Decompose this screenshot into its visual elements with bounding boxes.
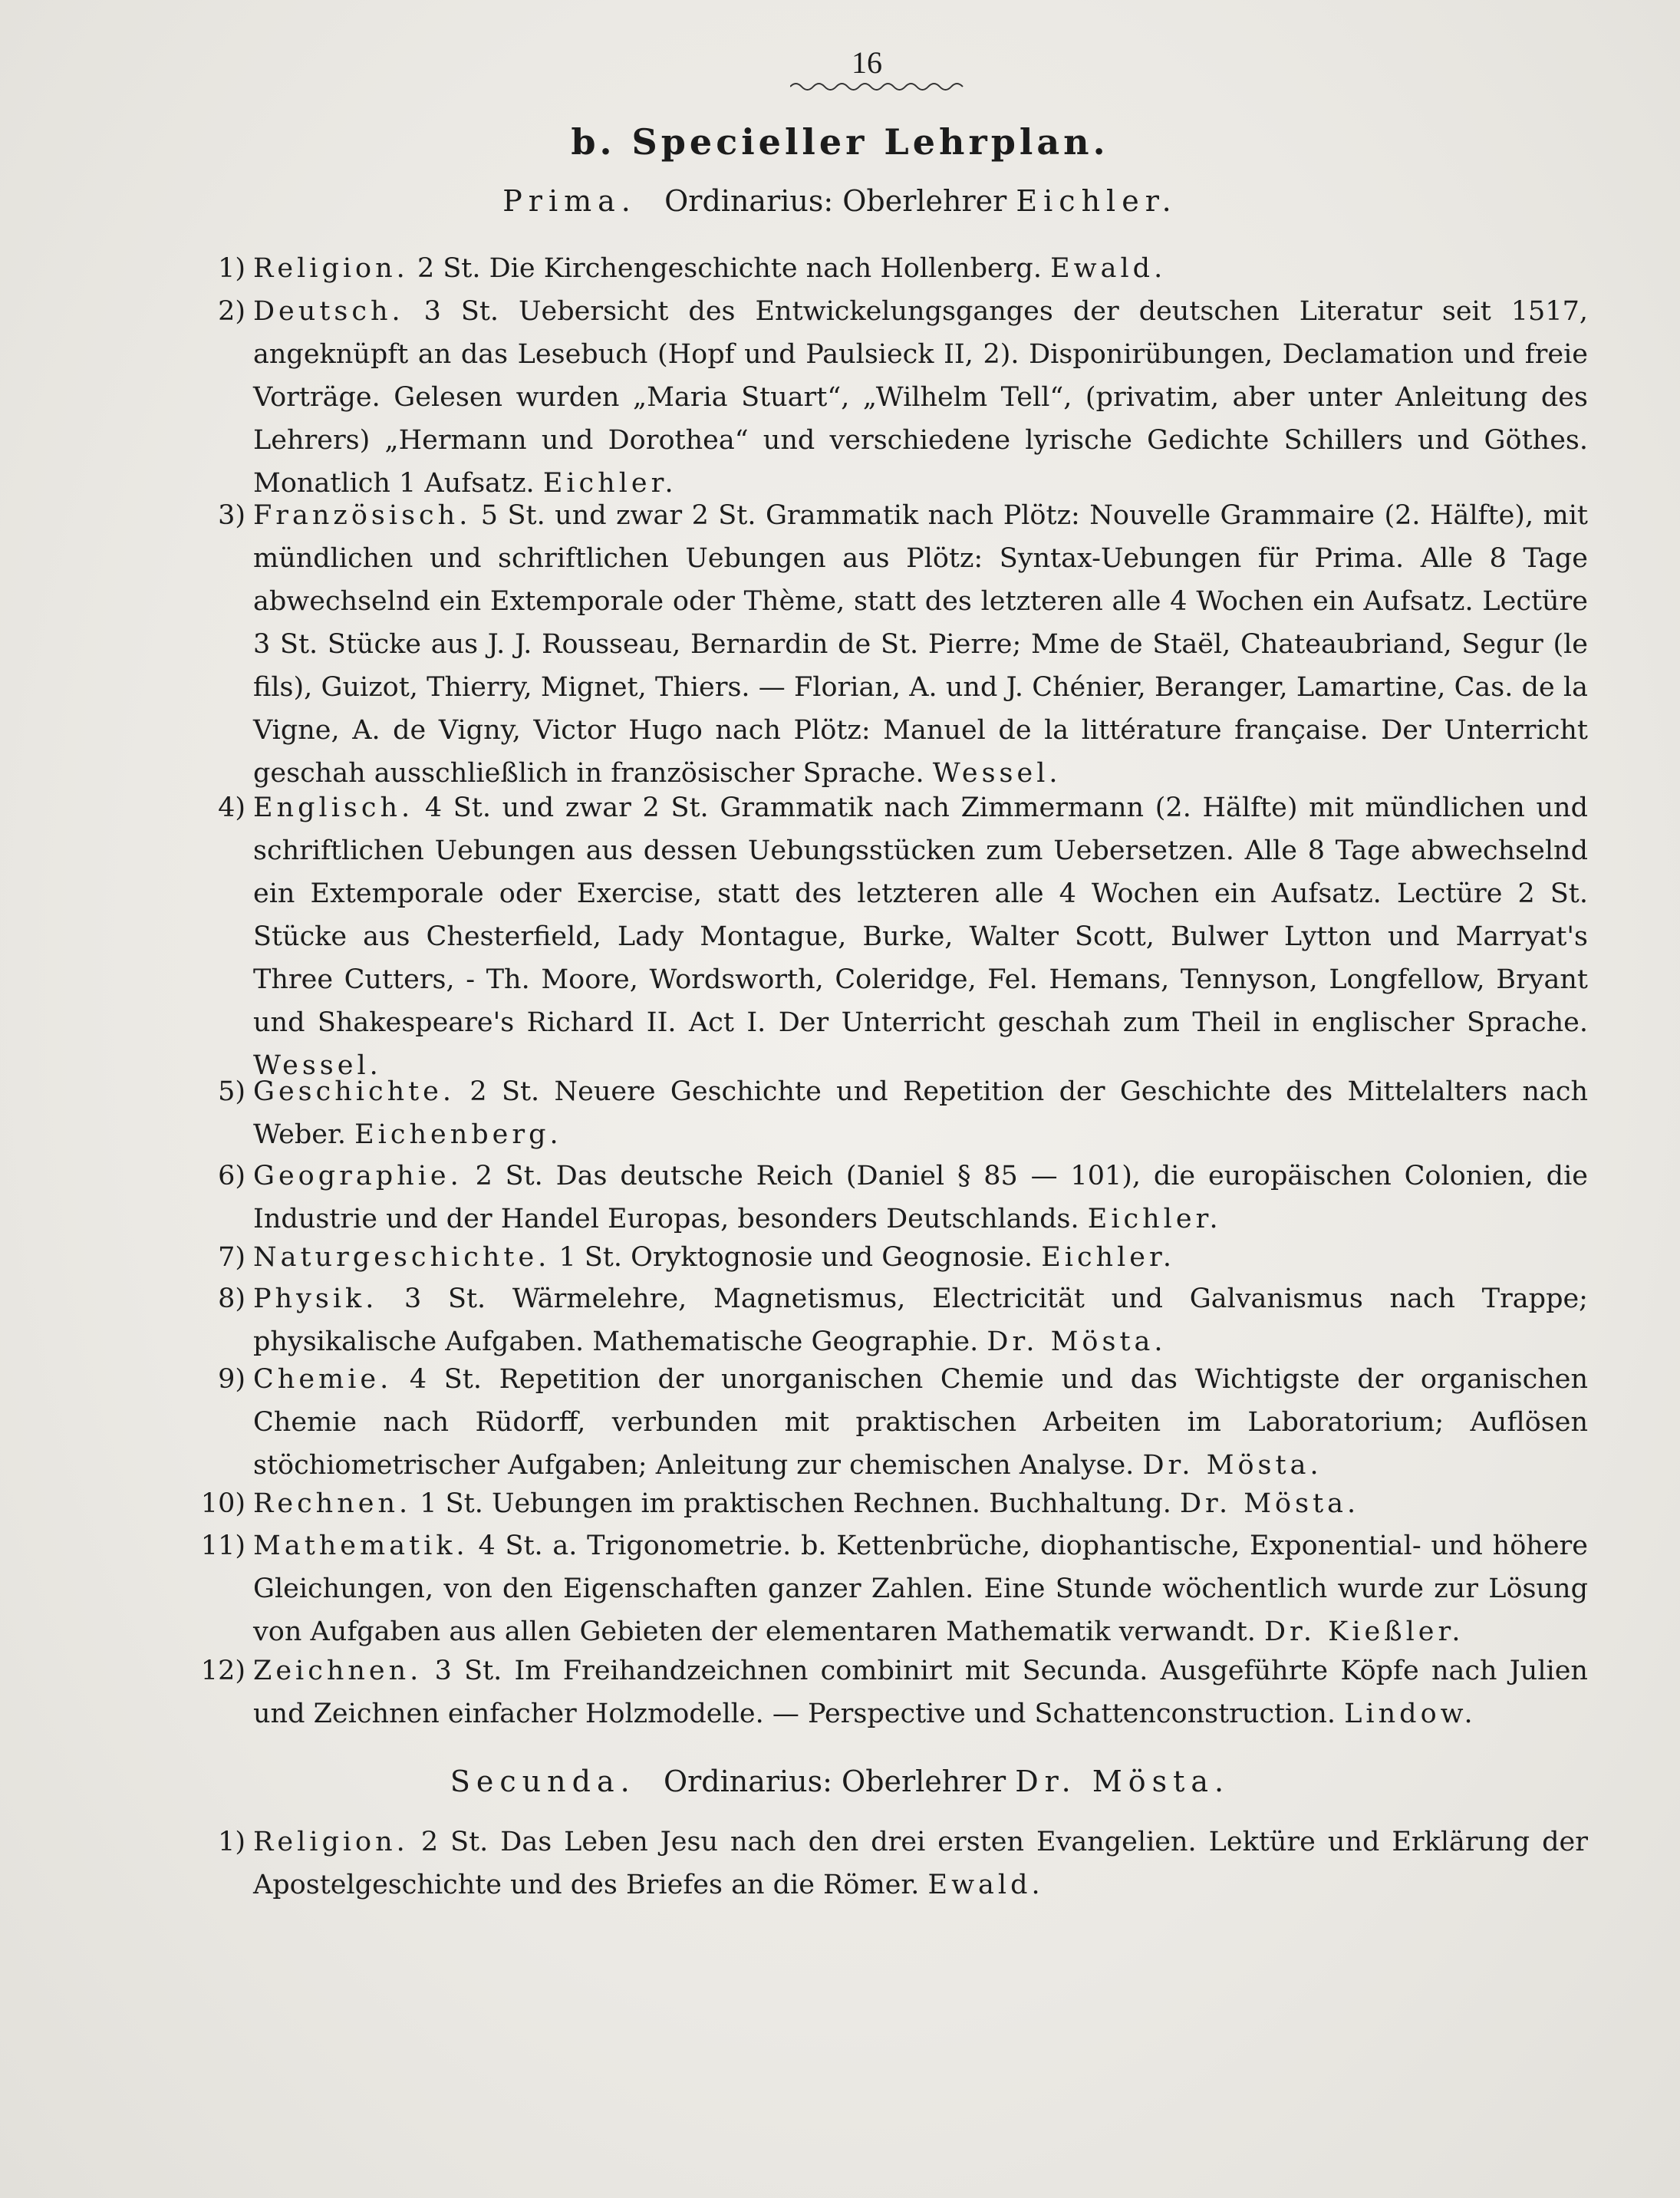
- item-subject: Zeichnen.: [253, 1656, 423, 1686]
- item-text: 3 St. Uebersicht des Entwickelungsganges der deutschen Literatur seit 1517, angeknüpft an das Lesebuch (Hopf und Paulsieck II, 2). Disponirübungen, Declamation und freie Vorträge. Gelesen wurden „Maria Stuart“, „Wilhelm Tell“, (privatim, aber unter Anleitung des Lehrers) „Hermann und Dorothea“ und verschiedene lyrische Gedichte Schillers und Göthes. Monatlich 1 Aufsatz.: [253, 296, 1588, 499]
- item-subject: Naturgeschichte.: [253, 1242, 551, 1273]
- item-teacher: Dr. Kießler.: [1263, 1616, 1464, 1647]
- secunda-heading: [0, 1765, 1680, 1798]
- item-subject: Chemie.: [253, 1364, 393, 1395]
- item-number: 1): [218, 253, 245, 284]
- item-text: 4 St. a. Trigonometrie. b. Kettenbrüche, diophantische, Exponential- und höhere Gleichungen, von den Eigenschaften ganzer Zahlen. Eine Stunde wöchentlich wurde zur Lösung von Aufgaben aus allen Gebieten der elementaren Mathematik verwandt.: [253, 1531, 1588, 1647]
- item-number: 1): [218, 1827, 245, 1857]
- item-text: 2 St. Das deutsche Reich (Daniel § 85 — 101), die europäischen Colonien, die Industrie und der Handel Europas, besonders Deutschlands.: [253, 1161, 1588, 1234]
- ordinarius-label: Ordinarius: Oberlehrer: [663, 1765, 1006, 1798]
- item-teacher: Dr. Mösta.: [1142, 1450, 1323, 1481]
- item-teacher: Wessel.: [932, 758, 1062, 789]
- item-text: 2 St. Neuere Geschichte und Repetition der Geschichte des Mittelalters nach Weber.: [253, 1076, 1588, 1150]
- list-item: [218, 290, 1588, 505]
- item-text: 1 St. Uebungen im praktischen Rechnen. Buchhaltung.: [420, 1488, 1171, 1519]
- page-number: 16: [852, 45, 882, 80]
- list-item: [218, 1236, 1588, 1279]
- list-item: [218, 1155, 1588, 1241]
- item-teacher: Ewald.: [927, 1870, 1044, 1900]
- list-item: [218, 1358, 1588, 1487]
- prima-heading: [0, 184, 1680, 218]
- item-teacher: Ewald.: [1050, 253, 1167, 284]
- ordinarius-label: Ordinarius: Oberlehrer: [664, 184, 1007, 218]
- list-item: [218, 1277, 1588, 1363]
- item-subject: Deutsch.: [253, 296, 404, 327]
- item-number: 10): [200, 1488, 245, 1519]
- item-teacher: Dr. Mösta.: [1180, 1488, 1360, 1519]
- list-item: [218, 1070, 1588, 1156]
- item-subject: Geographie.: [253, 1161, 463, 1191]
- list-item: [218, 1821, 1588, 1906]
- item-text: 4 St. Repetition der unorganischen Chemie und das Wichtigste der organischen Chemie nach Rüdorff, verbunden mit praktischen Arbeiten im Laboratorium; Auflösen stöchiometrischer Aufgaben; Anleitung zur chemischen Analyse.: [253, 1364, 1588, 1481]
- class-name: Secunda.: [450, 1765, 636, 1798]
- item-number: 2): [218, 296, 245, 327]
- item-text: 1 St. Oryktognosie und Geognosie.: [558, 1242, 1033, 1273]
- item-teacher: Eichler.: [1087, 1204, 1222, 1234]
- item-subject: Englisch.: [253, 793, 414, 823]
- item-subject: Religion.: [253, 1827, 409, 1857]
- list-item: [218, 247, 1588, 290]
- item-number: 6): [218, 1161, 245, 1191]
- item-text: 5 St. und zwar 2 St. Grammatik nach Plötz: Nouvelle Grammaire (2. Hälfte), mit mündlichen und schriftlichen Uebungen aus Plötz: Syntax-Uebungen für Prima. Alle 8 Tage abwechselnd ein Extemporale oder Thème, statt des letzteren alle 4 Wochen ein Aufsatz. Lectüre 3 St. Stücke aus J. J. Rousseau, Bernardin de St. Pierre; Mme de Staël, Chateaubriand, Segur (le fils), Guizot, Thierry, Mignet, Thiers. — Florian, A. und J. Chénier, Beranger, Lamartine, Cas. de la Vigne, A. de Vigny, Victor Hugo nach Plötz: Manuel de la littérature française. Der Unterricht geschah ausschließlich in französischer Sprache.: [253, 500, 1588, 789]
- item-subject: Religion.: [253, 253, 409, 284]
- item-number: 5): [218, 1076, 245, 1107]
- class-teacher: Dr. Mösta.: [1015, 1765, 1230, 1798]
- class-name: Prima.: [502, 184, 637, 218]
- item-teacher: Eichler.: [542, 468, 677, 499]
- item-subject: Physik.: [253, 1284, 378, 1314]
- item-subject: Mathematik.: [253, 1531, 469, 1561]
- item-teacher: Eichler.: [1041, 1242, 1176, 1273]
- item-number: 3): [218, 500, 245, 531]
- item-number: 11): [200, 1531, 245, 1561]
- list-item: [218, 786, 1588, 1087]
- list-item: [200, 1524, 1588, 1653]
- item-text: 4 St. und zwar 2 St. Grammatik nach Zimmermann (2. Hälfte) mit mündlichen und schriftlichen Uebungen aus dessen Uebungsstücken zum Uebersetzen. Alle 8 Tage abwechselnd ein Extemporale oder Exercise, statt des letzteren alle 4 Wochen ein Aufsatz. Lectüre 2 St. Stücke aus Chesterfield, Lady Montague, Burke, Walter Scott, Bulwer Lytton und Marryat's Three Cutters, - Th. Moore, Wordsworth, Coleridge, Fel. Hemans, Tennyson, Longfellow, Bryant und Shakespeare's Richard II. Act I. Der Unterricht geschah zum Theil in englischer Sprache.: [253, 793, 1588, 1038]
- item-text: 3 St. Im Freihandzeichnen combinirt mit Secunda. Ausgeführte Köpfe nach Julien und Zeichnen einfacher Holzmodelle. — Perspective und Schattenconstruction.: [253, 1656, 1588, 1729]
- list-item: [200, 1649, 1588, 1735]
- item-number: 8): [218, 1284, 245, 1314]
- item-teacher: Eichenberg.: [354, 1119, 562, 1150]
- item-teacher: Wessel.: [253, 1050, 382, 1081]
- item-number: 7): [218, 1242, 245, 1273]
- item-number: 4): [218, 793, 245, 823]
- class-teacher: Eichler.: [1016, 184, 1178, 218]
- item-text: 2 St. Die Kirchengeschichte nach Hollenberg.: [417, 253, 1042, 284]
- item-number: 12): [200, 1656, 245, 1686]
- item-text: 2 St. Das Leben Jesu nach den drei ersten Evangelien. Lektüre und Erklärung der Apostelgeschichte und des Briefes an die Römer.: [253, 1827, 1588, 1900]
- item-number: 9): [218, 1364, 245, 1395]
- item-subject: Geschichte.: [253, 1076, 456, 1107]
- list-item: [200, 1482, 1588, 1525]
- item-text: 3 St. Wärmelehre, Magnetismus, Electricität und Galvanismus nach Trappe; physikalische Aufgaben. Mathematische Geographie.: [253, 1284, 1588, 1357]
- item-teacher: Lindow.: [1344, 1699, 1477, 1729]
- wave-ornament-icon: [790, 79, 967, 94]
- item-subject: Rechnen.: [253, 1488, 412, 1519]
- item-teacher: Dr. Mösta.: [987, 1326, 1167, 1357]
- section-title: b. Specieller Lehrplan.: [571, 121, 1109, 163]
- item-subject: Französisch.: [253, 500, 472, 531]
- list-item: [218, 494, 1588, 795]
